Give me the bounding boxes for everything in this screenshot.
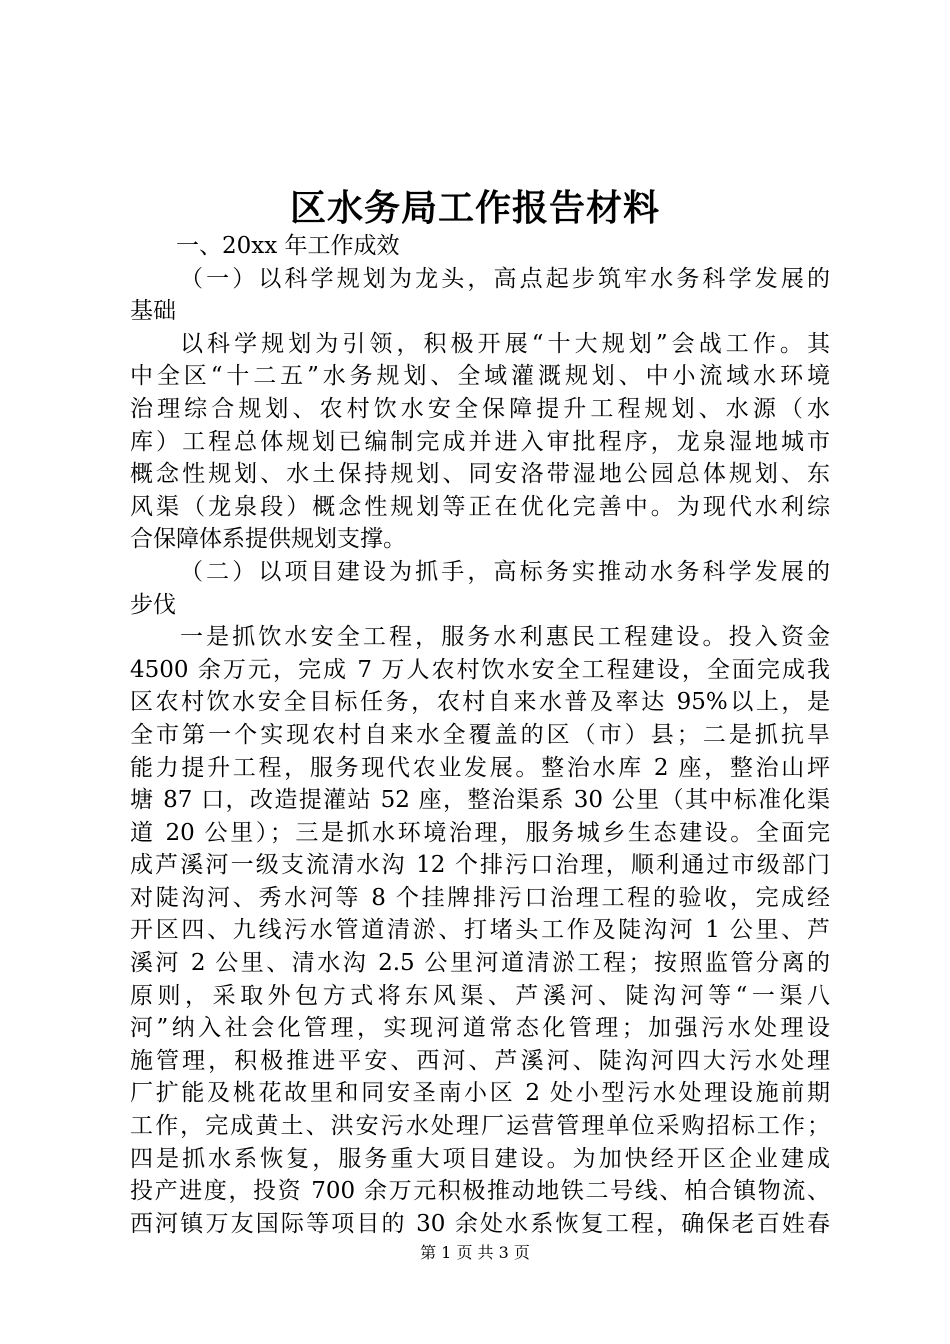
body-line: 河”纳入社会化管理，实现河道常态化管理；加强污水处理设	[130, 1015, 830, 1042]
body-line: 全市第一个实现农村自来水全覆盖的区（市）县；二是抓抗旱	[130, 721, 830, 748]
body-line: 原则，采取外包方式将东风渠、芦溪河、陡沟河等“一渠八	[130, 982, 830, 1009]
body-line: 基础	[130, 298, 176, 325]
body-line: 施管理，积极推进平安、西河、芦溪河、陡沟河四大污水处理	[130, 1047, 830, 1074]
body-line: 对陡沟河、秀水河等 8 个挂牌排污口治理工程的验收，完成经	[130, 884, 830, 911]
body-line: （二）以项目建设为抓手，高标务实推动水务科学发展的	[180, 558, 830, 585]
body-line: 库）工程总体规划已编制完成并进入审批程序，龙泉湿地城市	[130, 428, 830, 455]
body-line: 塘 87 口，改造提灌站 52 座，整治渠系 30 公里（其中标准化渠	[130, 787, 830, 814]
body-line: 四是抓水系恢复，服务重大项目建设。为加快经开区企业建成	[130, 1145, 830, 1172]
body-line: （一）以科学规划为龙头，高点起步筑牢水务科学发展的	[180, 265, 830, 292]
body-line: 区农村饮水安全目标任务，农村自来水普及率达 95%以上，是	[130, 689, 830, 716]
body-line: 西河镇万友国际等项目的 30 余处水系恢复工程，确保老百姓春	[130, 1210, 830, 1237]
body-line: 厂扩能及桃花故里和同安圣南小区 2 处小型污水处理设施前期	[130, 1080, 830, 1107]
document-title: 区水务局工作报告材料	[289, 187, 660, 229]
body-line: 步伐	[130, 591, 176, 618]
body-line: 治理综合规划、农村饮水安全保障提升工程规划、水源（水	[130, 395, 830, 422]
document-body	[130, 230, 830, 1240]
body-line: 道 20 公里）；三是抓水环境治理，服务城乡生态建设。全面完	[130, 819, 830, 846]
body-line: 一是抓饮水安全工程，服务水利惠民工程建设。投入资金	[180, 624, 830, 651]
body-line: 成芦溪河一级支流清水沟 12 个排污口治理，顺利通过市级部门	[130, 852, 830, 879]
body-line: 投产进度，投资 700 余万元积极推动地铁二号线、柏合镇物流、	[130, 1178, 830, 1205]
body-line: 合保障体系提供规划支撑。	[130, 526, 406, 553]
page-footer: 第 1 页 共 3 页	[420, 1243, 530, 1262]
body-line: 以科学规划为引领，积极开展“十大规划”会战工作。其	[180, 330, 830, 357]
body-line: 中全区“十二五”水务规划、全域灌溉规划、中小流域水环境	[130, 363, 830, 390]
body-line: 能力提升工程，服务现代农业发展。整治水库 2 座，整治山坪	[130, 754, 830, 781]
body-line: 溪河 2 公里、清水沟 2.5 公里河道清淤工程；按照监管分离的	[130, 950, 830, 977]
body-line: 风渠（龙泉段）概念性规划等正在优化完善中。为现代水利综	[130, 493, 830, 520]
body-line: 一、20xx 年工作成效	[176, 233, 400, 259]
body-line: 工作，完成黄土、洪安污水处理厂运营管理单位采购招标工作；	[130, 1113, 830, 1140]
body-line: 4500 余万元，完成 7 万人农村饮水安全工程建设，全面完成我	[130, 656, 830, 683]
body-line: 开区四、九线污水管道清淤、打堵头工作及陡沟河 1 公里、芦	[130, 917, 830, 944]
body-line: 概念性规划、水土保持规划、同安洛带湿地公园总体规划、东	[130, 461, 830, 488]
